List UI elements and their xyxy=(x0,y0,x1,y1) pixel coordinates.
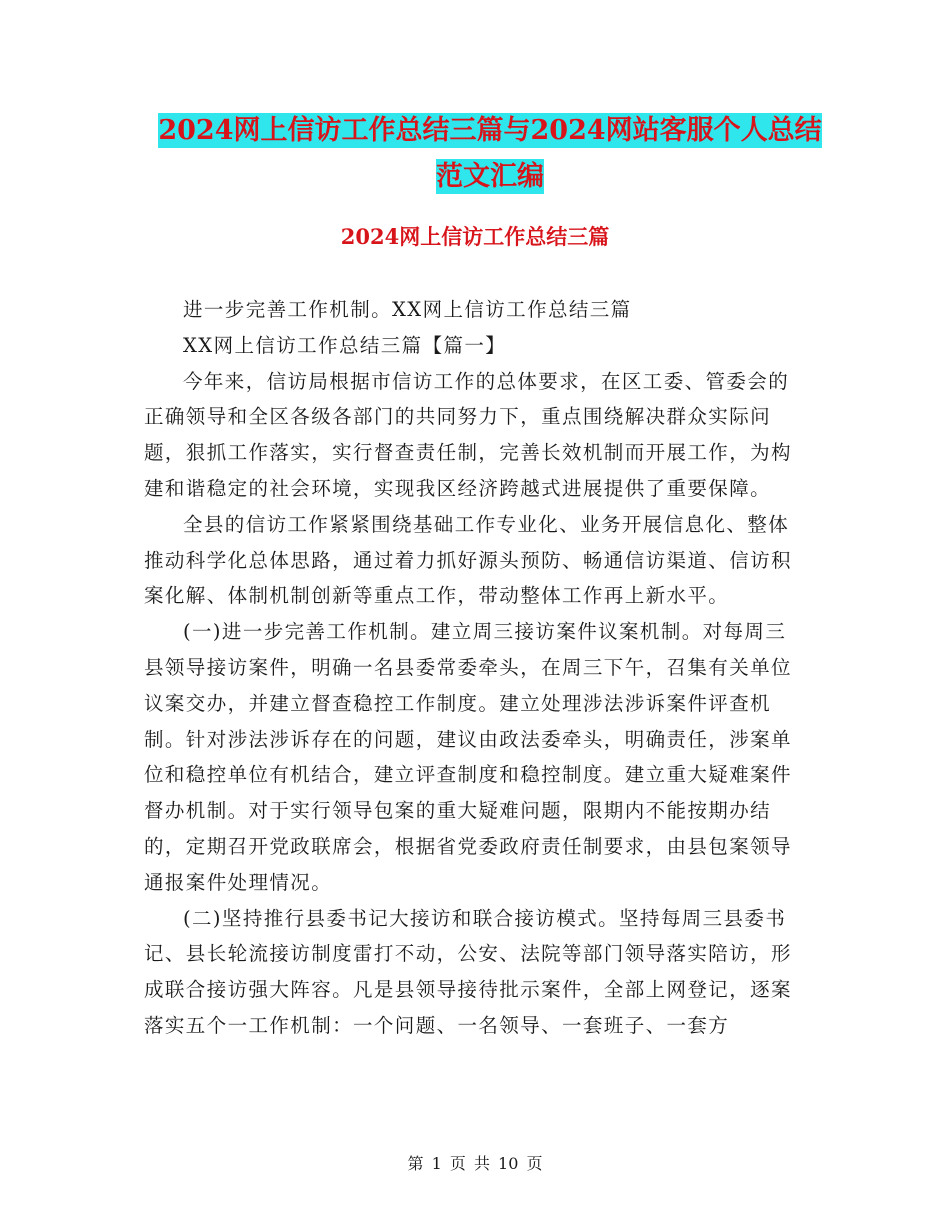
paragraph-5: (一)进一步完善工作机制。建立周三接访案件议案机制。对每周三县领导接访案件，明确一名县委常委牵头，在周三下午，召集有关单位议案交办，并建立督查稳控工作制度。建立处理涉法涉诉案件评查机制。针对涉法涉诉存在的问题，建议由政法委牵头，明确责任，涉案单位和稳控单位有机结合，建立评查制度和稳控制度。建立重大疑难案件督办机制。对于实行领导包案的重大疑难问题，限期内不能按期办结的，定期召开党政联席会，根据省党委政府责任制要求，由县包案领导通报案件处理情况。 xyxy=(144,620,792,894)
document-body xyxy=(144,292,804,1044)
page-footer: 第 1 页 共 10 页 xyxy=(407,1154,543,1173)
document-title xyxy=(150,108,830,200)
paragraph-1: 进一步完善工作机制。XX网上信访工作总结三篇 xyxy=(183,298,632,321)
document-title-line-2: 范文汇编 xyxy=(436,161,544,192)
document-title-line-1: 2024网上信访工作总结三篇与2024网站客服个人总结 xyxy=(158,115,822,146)
section-heading: 2024网上信访工作总结三篇 xyxy=(340,224,610,249)
paragraph-4: 全县的信访工作紧紧围绕基础工作专业化、业务开展信息化、整体推动科学化总体思路，通过着力抓好源头预防、畅通信访渠道、信访积案化解、体制机制创新等重点工作，带动整体工作再上新水平。 xyxy=(144,512,792,608)
paragraph-2: XX网上信访工作总结三篇【篇一】 xyxy=(183,333,507,357)
paragraph-6: (二)坚持推行县委书记大接访和联合接访模式。坚持每周三县委书记、县长轮流接访制度雷打不动，公安、法院等部门领导落实陪访，形成联合接访强大阵容。凡是县领导接待批示案件，全部上网登记，逐案落实五个一工作机制：一个问题、一名领导、一套班子、一套方 xyxy=(144,906,792,1037)
paragraph-3: 今年来，信访局根据市信访工作的总体要求，在区工委、管委会的正确领导和全区各级各部门的共同努力下，重点围绕解决群众实际问题，狠抓工作落实，实行督查责任制，完善长效机制而开展工作，为构建和谐稳定的社会环境，实现我区经济跨越式进展提供了重要保障。 xyxy=(144,369,792,500)
